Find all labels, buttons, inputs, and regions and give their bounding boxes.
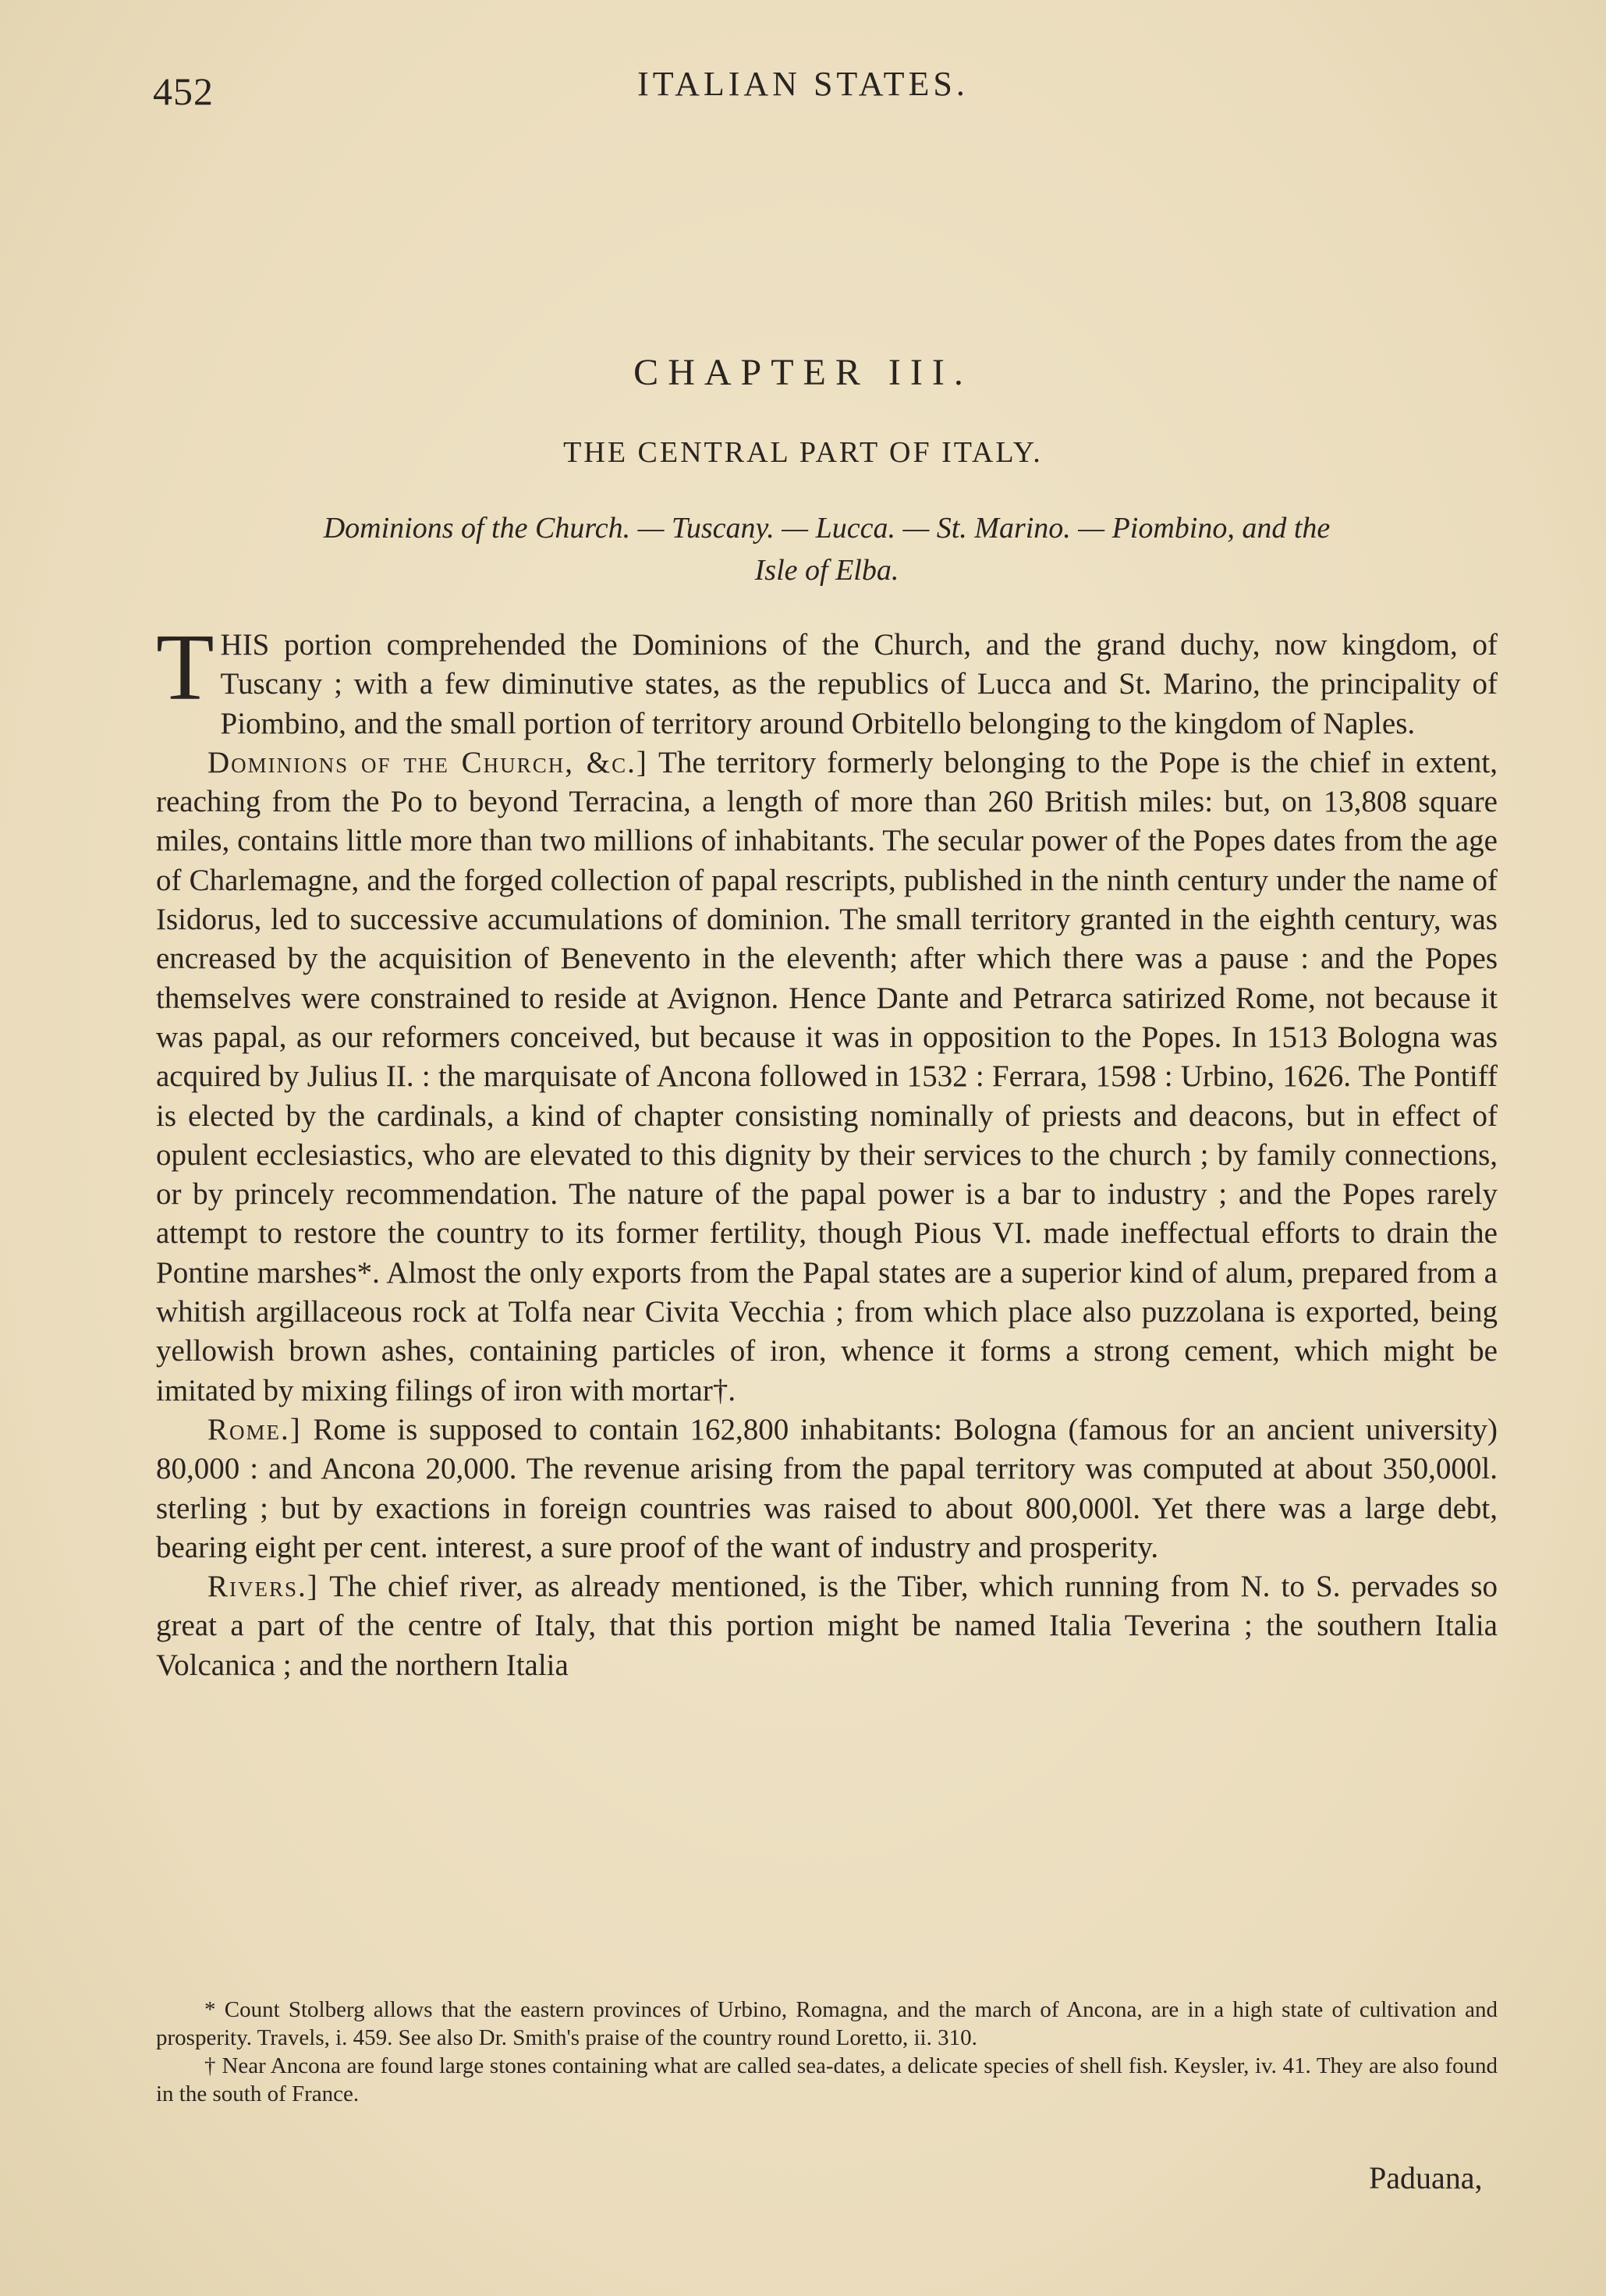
chapter-subtitle: THE CENTRAL PART OF ITALY. bbox=[563, 436, 1043, 469]
paragraph-rome bbox=[156, 1411, 1498, 1567]
paragraph-rivers bbox=[156, 1567, 1498, 1685]
paragraph-intro-text: HIS portion comprehended the Dominions of the Church, and the grand duchy, now kingdom, of Tuscany ; with a few diminutive states, as the republics of Lucca and St. Marino, the principality of Piombino, and the small portion of territory around Orbitello belonging to the kingdom of Naples. bbox=[220, 628, 1498, 740]
running-head: ITALIAN STATES. bbox=[637, 65, 969, 103]
chapter-summary bbox=[156, 507, 1498, 591]
paragraph-dominions bbox=[156, 743, 1498, 1411]
chapter-heading: CHAPTER III. bbox=[633, 352, 973, 393]
section-heading-dominions: Dominions of the Church, &c.] bbox=[207, 745, 648, 779]
paragraph-intro bbox=[156, 615, 1498, 743]
body-text bbox=[156, 615, 1498, 1685]
catchword: Paduana, bbox=[1369, 2160, 1483, 2195]
section-heading-rivers: Rivers.] bbox=[207, 1570, 319, 1604]
summary-line-1: Dominions of the Church. — Tuscany. — Lucca. — St. Marino. — Piombino, and the bbox=[323, 512, 1331, 545]
page-number: 452 bbox=[153, 69, 214, 113]
drop-cap: T bbox=[156, 615, 214, 720]
paragraph-rivers-text: The chief river, as already mentioned, is the Tiber, which running from N. to S. pervades so great a part of the centre of Italy, that this portion might be named Italia Teverina ; the southern Italia Volcanica ; and the northern Italia bbox=[156, 1570, 1498, 1682]
section-heading-rome: Rome.] bbox=[207, 1412, 302, 1446]
paragraph-rome-text: Rome is supposed to contain 162,800 inhabitants: Bologna (famous for an ancient university) 80,000 : and Ancona 20,000. The revenue arising from the papal territory was computed at about 350,000l. sterling ; but by exactions in foreign countries was raised to about 800,000l. Yet there was a large debt, bearing eight per cent. interest, a sure proof of the want of industry and prosperity. bbox=[156, 1412, 1498, 1564]
summary-line-2: Isle of Elba. bbox=[754, 554, 899, 587]
footnote-1: * Count Stolberg allows that the eastern provinces of Urbino, Romagna, and the march of Ancona, are in a high state of cultivation and prosperity. Travels, i. 459. See also Dr. Smith's praise of the country round Loretto, ii. 310. bbox=[156, 1997, 1498, 2050]
paragraph-dominions-text: The territory formerly belonging to the Pope is the chief in extent, reaching from the Po to beyond Terracina, a length of more than 260 British miles: but, on 13,808 square miles, contains little more than two millions of inhabitants. The secular power of the Popes dates from the age of Charlemagne, and the forged collection of papal rescripts, published in the ninth century under the name of Isidorus, led to successive accumulations of dominion. The small territory granted in the eighth century, was encreased by the acquisition of Benevento in the eleventh; after which there was a pause : and the Popes themselves were constrained to reside at Avignon. Hence Dante and Petrarca satirized Rome, not because it was papal, as our reformers conceived, but because it was in opposition to the Popes. In 1513 Bologna was acquired by Julius II. : the marquisate of Ancona followed in 1532 : Ferrara, 1598 : Urbino, 1626. The Pontiff is elected by the cardinals, a kind of chapter consisting nominally of priests and deacons, but in effect of opulent ecclesiastics, who are elevated to this dignity by their services to the church ; by family connections, or by princely recommendation. The nature of the papal power is a bar to industry ; and the Popes rarely attempt to restore the country to its former fertility, though Pious VI. made ineffectual efforts to drain the Pontine marshes*. Almost the only exports from the Papal states are a superior kind of alum, prepared from a whitish argillaceous rock at Tolfa near Civita Vecchia ; from which place also puzzolana is exported, being yellowish brown ashes, containing particles of iron, whence it forms a strong cement, which might be imitated by mixing filings of iron with mortar†. bbox=[156, 745, 1498, 1407]
footnotes bbox=[156, 1996, 1498, 2108]
footnote-2: † Near Ancona are found large stones containing what are called sea-dates, a delicate species of shell fish. Keysler, iv. 41. They are also found in the south of France. bbox=[156, 2053, 1498, 2106]
